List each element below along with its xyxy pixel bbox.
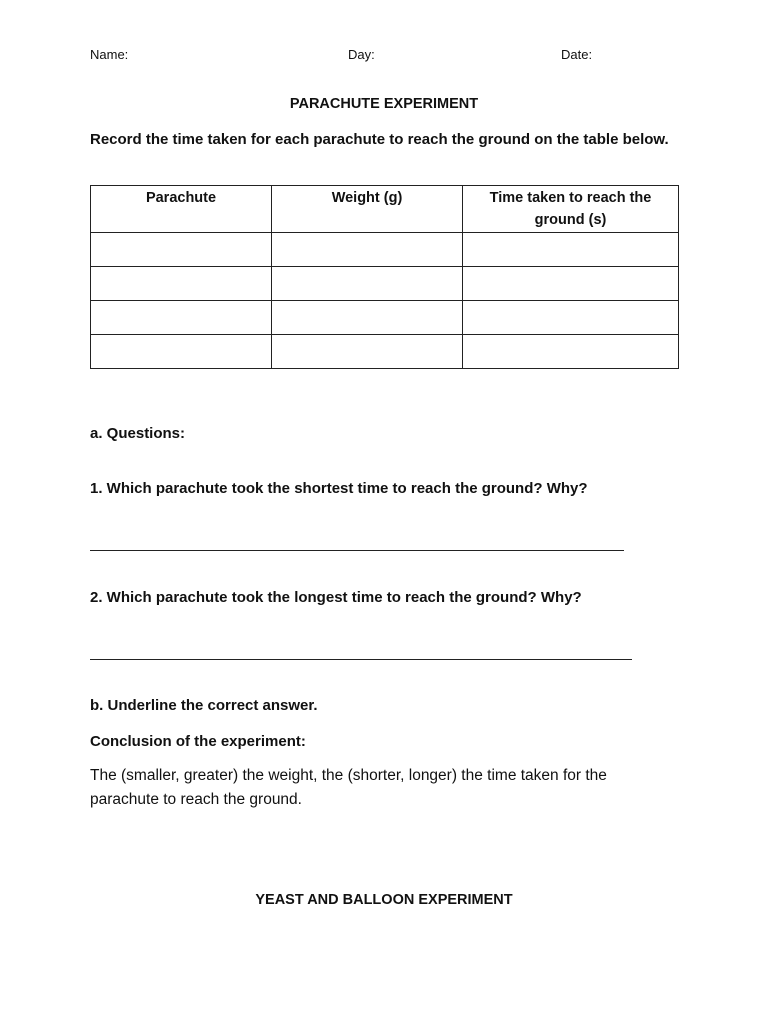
next-experiment-title: YEAST AND BALLOON EXPERIMENT bbox=[255, 892, 513, 908]
table-cell[interactable] bbox=[91, 335, 272, 369]
table-cell[interactable] bbox=[463, 267, 679, 301]
table-cell[interactable] bbox=[463, 233, 679, 267]
table-cell[interactable] bbox=[272, 267, 463, 301]
column-header-time: Time taken to reach the ground (s) bbox=[463, 186, 679, 233]
name-label: Name: bbox=[90, 47, 129, 62]
page-title: PARACHUTE EXPERIMENT bbox=[289, 96, 479, 112]
section-a-heading: a. Questions: bbox=[90, 425, 186, 442]
table-cell[interactable] bbox=[272, 233, 463, 267]
table-cell[interactable] bbox=[463, 335, 679, 369]
table-cell[interactable] bbox=[91, 301, 272, 335]
table-row bbox=[91, 335, 679, 369]
table-cell[interactable] bbox=[463, 301, 679, 335]
table-row bbox=[91, 267, 679, 301]
conclusion-heading: Conclusion of the experiment: bbox=[90, 733, 306, 750]
date-label: Date: bbox=[561, 47, 593, 62]
table-header-row bbox=[91, 186, 679, 233]
table-cell[interactable] bbox=[272, 301, 463, 335]
table-cell[interactable] bbox=[91, 233, 272, 267]
instruction-text: Record the time taken for each parachute to reach the ground on the table below. bbox=[90, 131, 669, 148]
section-b-heading: b. Underline the correct answer. bbox=[90, 697, 318, 714]
column-header-parachute: Parachute bbox=[91, 186, 272, 233]
results-table bbox=[90, 185, 679, 369]
table-row bbox=[91, 301, 679, 335]
table-cell[interactable] bbox=[272, 335, 463, 369]
day-label: Day: bbox=[348, 47, 375, 62]
answer-line-1[interactable] bbox=[90, 550, 624, 551]
table-row bbox=[91, 233, 679, 267]
column-header-weight: Weight (g) bbox=[272, 186, 463, 233]
question-1: 1. Which parachute took the shortest time to reach the ground? Why? bbox=[90, 480, 588, 497]
table-cell[interactable] bbox=[91, 267, 272, 301]
question-2: 2. Which parachute took the longest time to reach the ground? Why? bbox=[90, 589, 582, 606]
conclusion-text: The (smaller, greater) the weight, the (shorter, longer) the time taken for the parachute to reach the ground. bbox=[90, 767, 607, 808]
answer-line-2[interactable] bbox=[90, 659, 632, 660]
